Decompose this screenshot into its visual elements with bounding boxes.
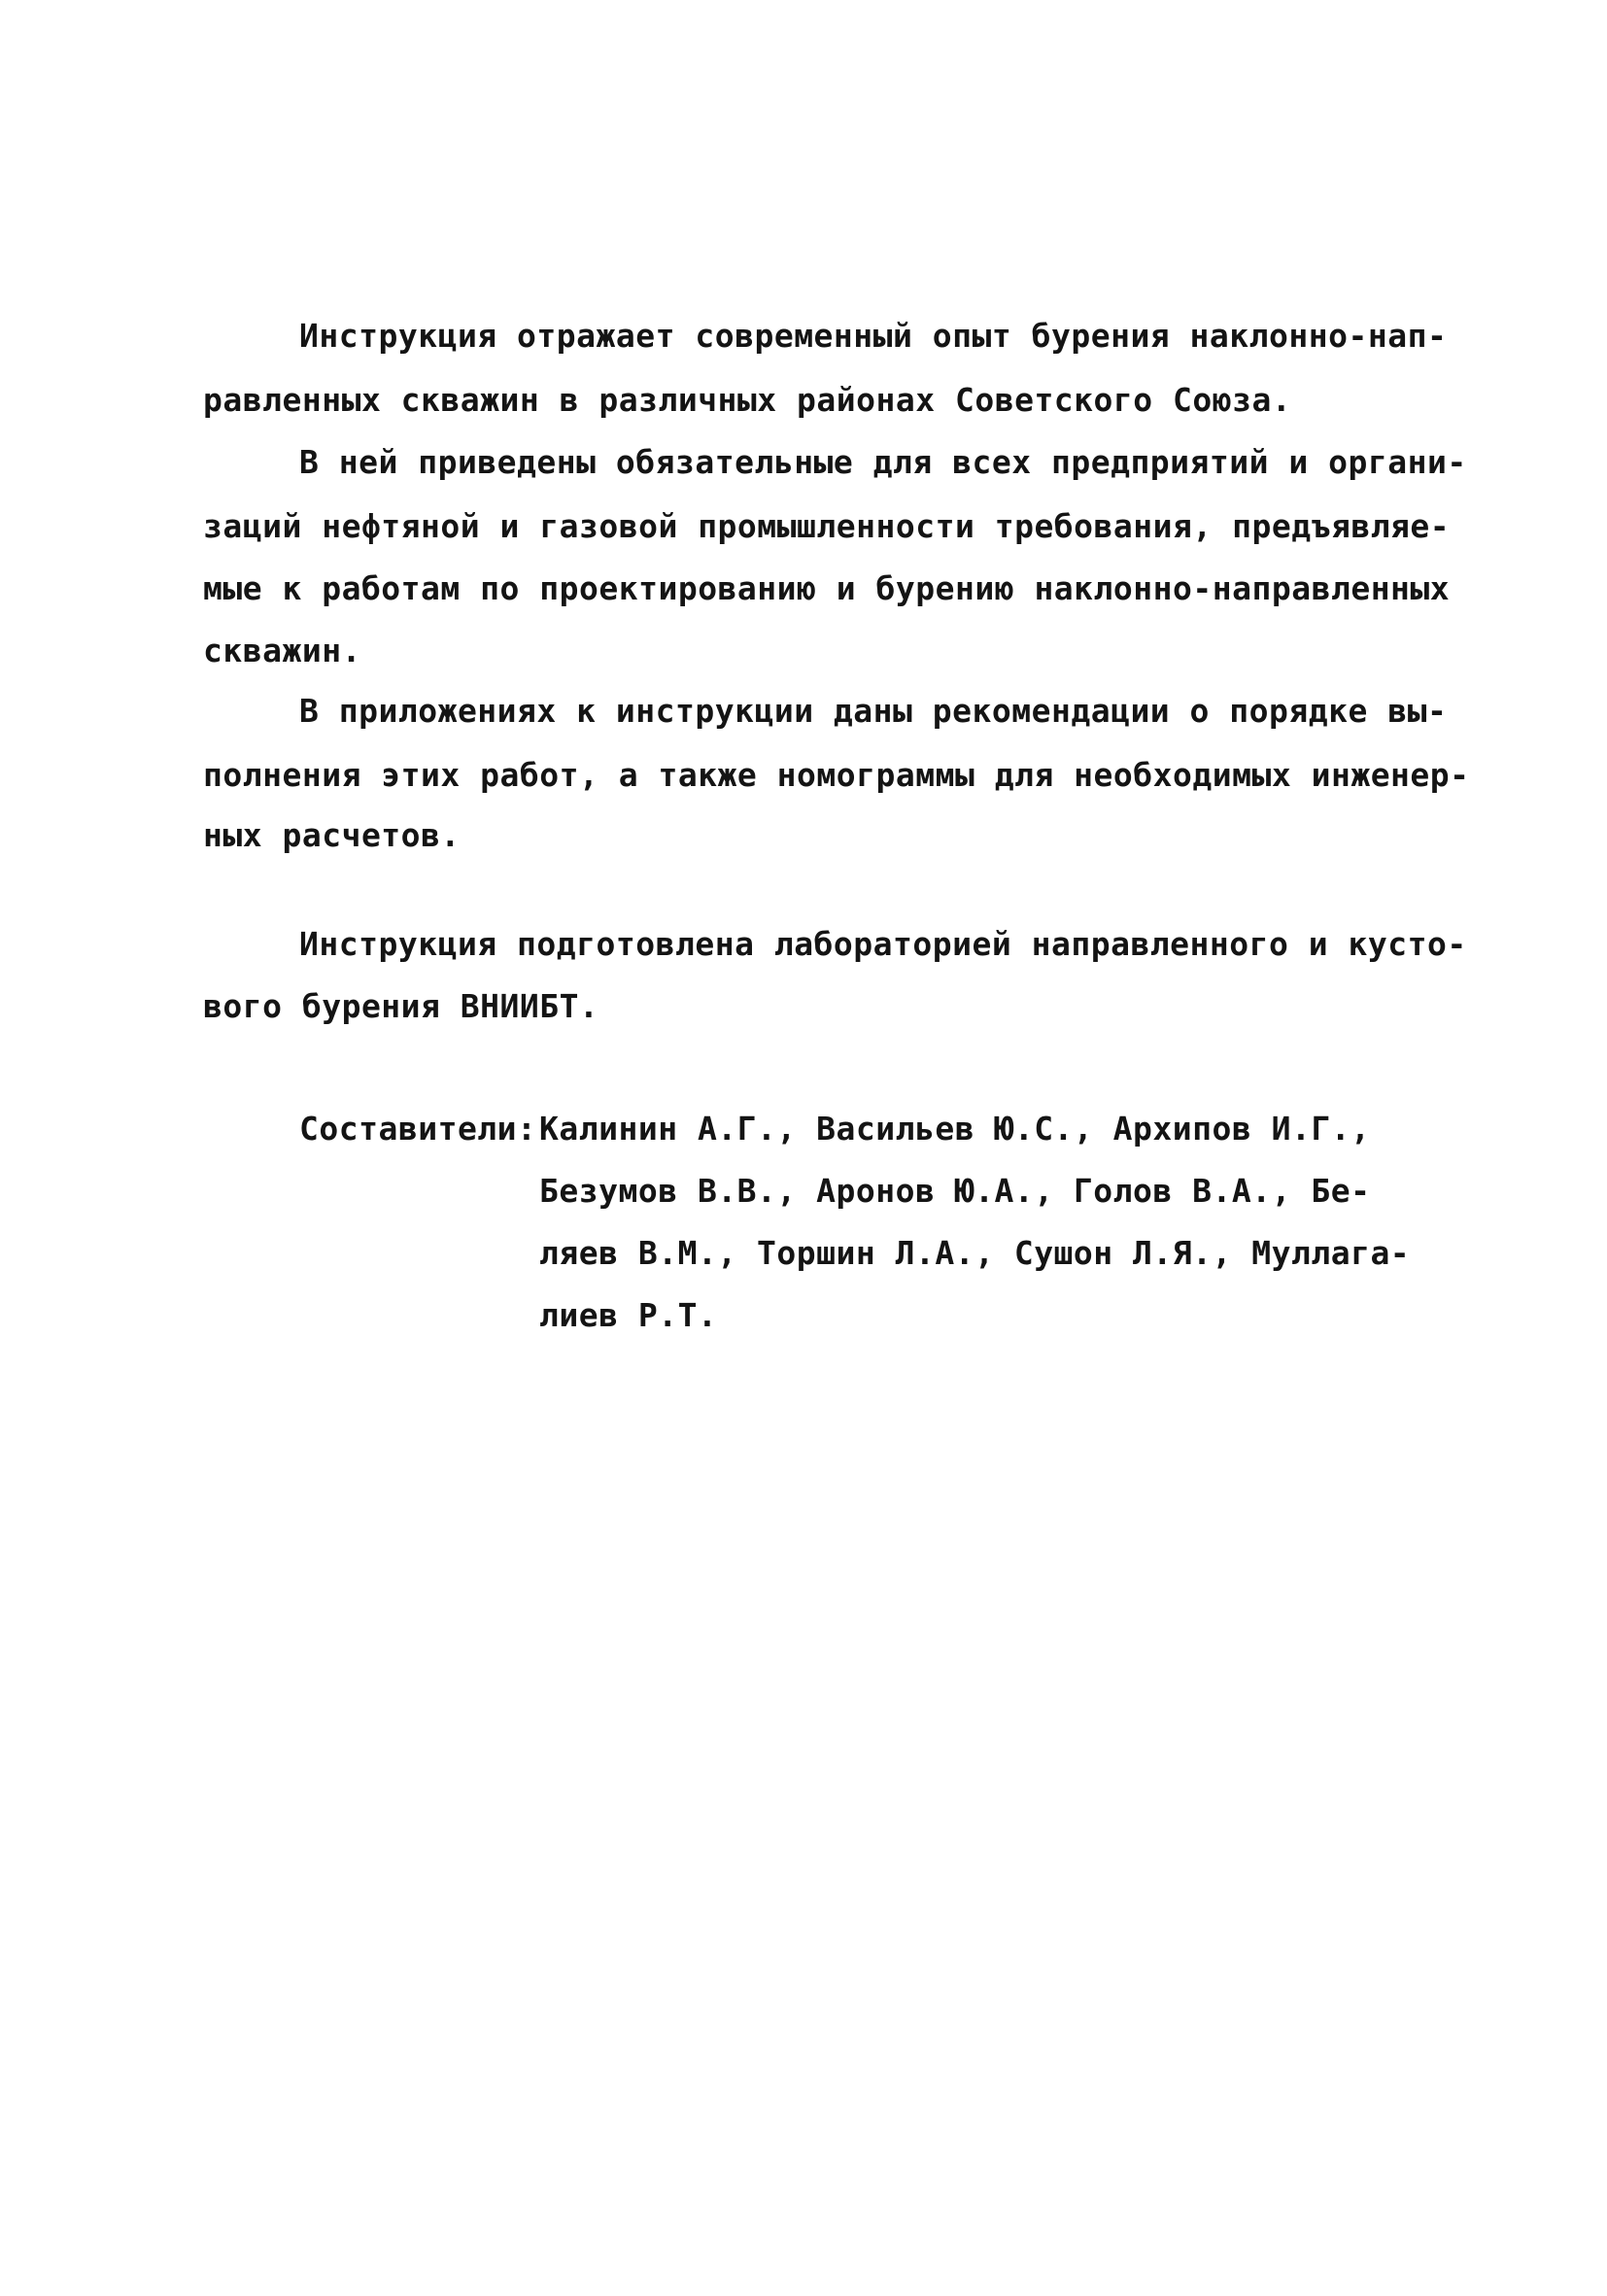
text-line: ных расчетов.: [203, 816, 461, 854]
compilers-label: Составители:: [299, 1110, 537, 1148]
text-line: Инструкция подготовлена лабораторией направленного и кусто-: [299, 925, 1467, 963]
text-line: полнения этих работ, а также номограммы для необходимых инженер-: [203, 756, 1470, 794]
compilers-line: Безумов В.В., Аронов Ю.А., Голов В.А., Бе-: [539, 1172, 1371, 1210]
compilers-line: лиев Р.Т.: [539, 1296, 718, 1334]
text-line: В приложениях к инструкции даны рекомендации о порядке вы-: [299, 692, 1448, 730]
text-line: мые к работам по проектированию и бурению наклонно-направленных: [203, 569, 1451, 607]
compilers-line: Калинин А.Г., Васильев Ю.С., Архипов И.Г.,: [539, 1110, 1371, 1148]
text-line: скважин.: [203, 632, 361, 669]
text-line: В ней приведены обязательные для всех предприятий и органи-: [299, 443, 1467, 481]
text-line: Инструкция отражает современный опыт бурения наклонно-нап-: [299, 317, 1448, 355]
text-line: равленных скважин в различных районах Советского Союза.: [203, 381, 1292, 419]
text-line: заций нефтяной и газовой промышленности требования, предъявляе-: [203, 507, 1451, 545]
text-line: вого бурения ВНИИБТ.: [203, 987, 599, 1025]
compilers-line: ляев В.М., Торшин Л.А., Сушон Л.Я., Муллага-: [539, 1234, 1411, 1272]
